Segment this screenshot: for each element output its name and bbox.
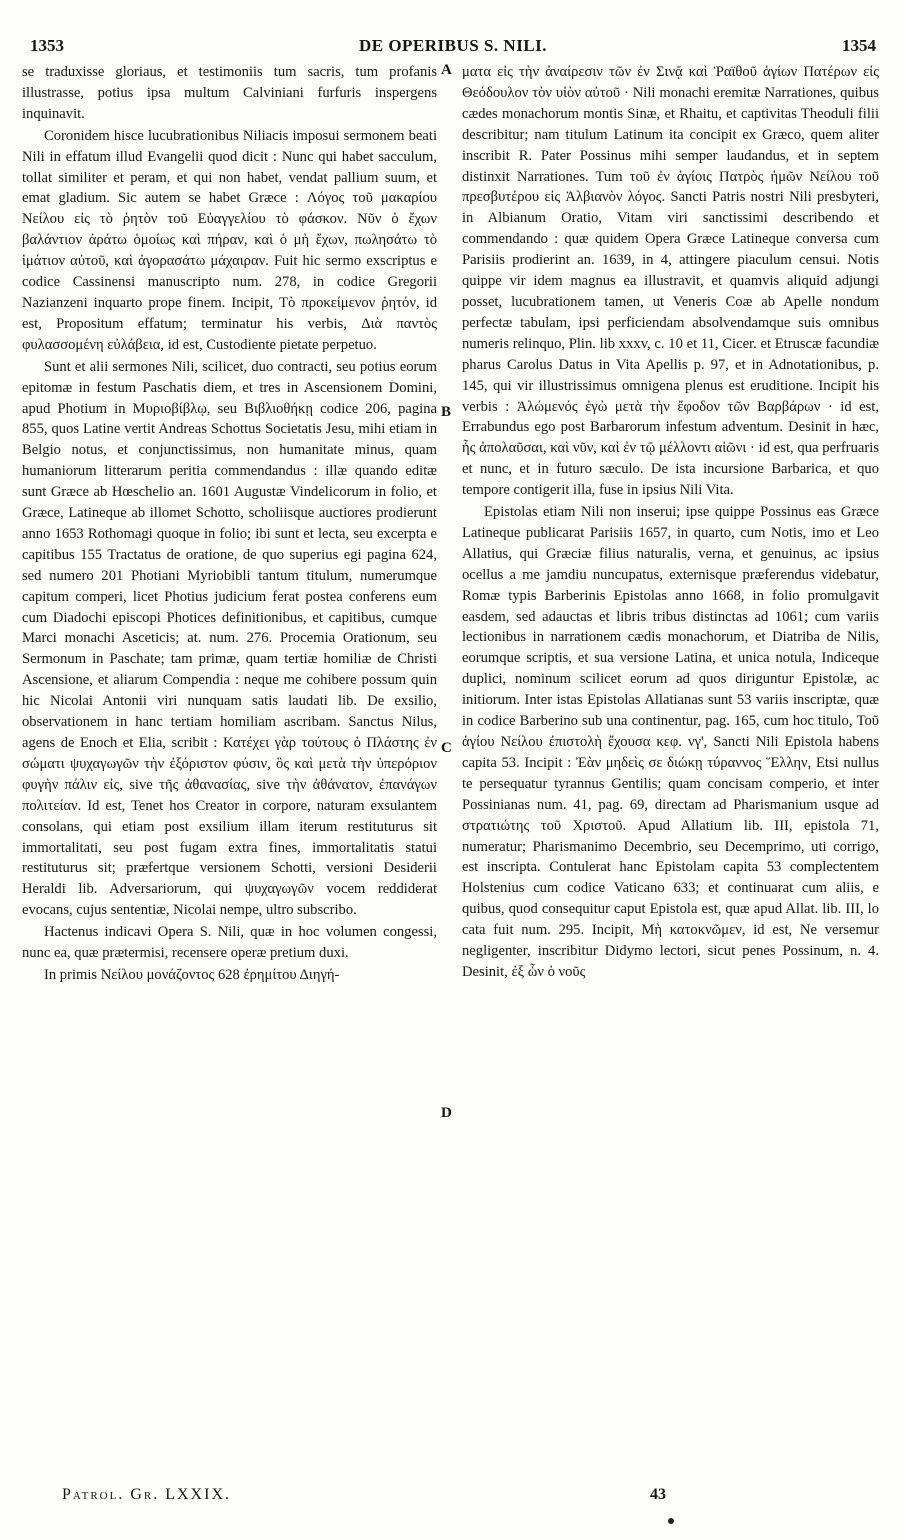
left-column	[22, 62, 437, 986]
paragraph: Coronidem hisce lucubrationibus Niliacis imposui sermonem beati Nili in effatum illud Evangelii quod dicit : Nunc qui habet sacculum, tollat similiter et peram, et qui non habet, vendat pallium suum, et emat gladium. Sic autem se habet Græce : Λόγος τοῦ μακαρίου Νείλου εἰς τὸ ῥητὸν τοῦ Εὐαγγελίου τὸ φάσκον. Νῦν ὁ ἔχων βαλάντιον ἀράτω ὁμοίως καὶ πήραν, καὶ ὁ μὴ ἔχων, πωλησάτω τὸ ἱμάτιον αὐτοῦ, καὶ ἀγορασάτω μάχαιραν. Fuit hic sermo exscriptus e codice Cassinensi manuscripto num. 278, in codice Gregorii Nazianzeni inquarto prope finem. Incipit, Τὸ προκείμενον ῥητόν, id est, Propositum effatum; terminatur his verbis, Διὰ παντὸς φυλασσομένη εὐλάβεια, id est, Custodiente pietate perpetuo.	[22, 127, 437, 353]
paragraph: In primis Νείλου μονάζοντος 628 ἐρημίτου Διηγή-	[44, 966, 340, 983]
margin-marker: D	[441, 1105, 452, 1121]
page-header	[30, 36, 876, 60]
running-title: DE OPERIBUS S. NILI.	[358, 36, 548, 55]
page-number-left: 1353	[30, 36, 64, 55]
footer-signature: 43	[650, 1486, 666, 1503]
margin-marker: C	[441, 740, 452, 756]
paragraph: Sunt et alii sermones Nili, scilicet, duo contracti, seu potius eorum epitomæ in festum Paschatis diem, et tres in Ascensionem Domini, apud Photium in Μυριοβίβλῳ, seu Βιβλιοθήκῃ codice 206, pagina 855, quos Latine vertit Andreas Schottus Societatis Jesu, mihi etiam in Belgio notus, et conjunctissimus, non humanitate minus, quam humaniorum litterarum peritia commendandus : illæ quando editæ sunt Græce ab Hœschelio an. 1601 Augustæ Vindelicorum in folio, et Græce, Latineque ab illomet Schotto, scholiisque auctiores prodierunt anno 1653 Rothomagi quoque in folio; ibi sunt et lecta, seu excerpta e capitibus 155 Tractatus de oratione, de quo superius egi pagina 624, sed numero 201 Photiani Myriobibli tantum titulum, numerumque capitum comperi, licet Photius judicium ferat postea conferens eum cum Diadochi episcopi Photices definitionibus, et capitibus, cumque Marci monachi Asceticis; at. num. 276. Procemia Orationum, seu Sermonum in Paschate; tam primæ, quam tertiæ homiliæ de Christi Ascensione, et aliarum Compendia : neque me cohibere possum quin hic Nicolai Antonii viri nunquam satis laudati lib. De exsilio, observationem in hanc tertiam homiliam ascribam. Sanctus Nilus, agens de Enoch et Elia, scribit : Κατέχει γὰρ τούτους ὁ Πλάστης ἐν σώματι ψυχαγωγῶν τὴν ἐξόριστον φύσιν, ὃς καὶ μετὰ τὴν ὑπερόριον φυγὴν πάλιν εἰς, sive τῆς ἀθανασίας, sive τὴν ἀθάνατον, ἐπανάγων πολιτείαν. Id est, Tenet hos Creator in corpore, naturam exsulantem consolans, qui etiam post exsilium illam iterum restituturus sit immortalitati, seu post fugam extra fines, immortalitatis statui restituturus sit; præfertque versionem Schotti, versioni Desiderii Heraldi lib. Adversariorum, qui ψυχαγωγῶν vocem reddiderat evocans, cujus sententiæ, Nicolai nempe, ultro subscribo.	[22, 358, 437, 919]
margin-marker: B	[441, 404, 452, 420]
margin-marker: A	[441, 62, 452, 78]
page-number-right: 1354	[842, 36, 876, 55]
paragraph: Epistolas etiam Nili non inserui; ipse quippe Possinus eas Græce Latineque publicarat Parisiis 1657, in quarto, cum Notis, imo et Leo Allatius, qui Græciæ filius naturalis, verna, et genuinus, ac ipsius ocellus a me jamdiu nuncupatus, externisque præferendus videbatur, Romæ typis Barberinis Epistolas anno 1668, in folio promulgavit easdem, sed adauctas et libris tribus distinctas ad 1061; cum variis lectionibus in narrationem cædis monachorum, et Diatriba de Nilis, eorumque scriptis, et sua versione Latina, et unica notula, Indiceque duplici, nominum scilicet eorum ad quos diriguntur Epistolæ, ac initiorum. Inter istas Epistolas Allatianas sunt 53 variis inscriptæ, quæ in codice Barberino sub una continentur, pag. 165, cum hoc titulo, Τοῦ ἁγίου Νείλου ἐπιστολὴ ἔχουσα κεφ. νγ', Sancti Nili Epistola habens capita 53. Incipit : Ἐὰν μηδεὶς σε διώκῃ τύραννος Ἕλλην, Etsi nullus te persequatur tyrannus Gentilis; quam concisam comperio, et inter Possinianas num. 41, pag. 69, directam ad Pharismanium usque ad στρατιώτης τοῦ Χριστοῦ. Apud Allatium lib. III, epistola 71, numeratur; Pharismanimo Decembrio, seu Decemprimo, uti corrigo, est inscripta. Contulerat hanc Epistolam capita 53 complectentem Holstenius cum codice Vaticano 633; et continuarat cum aliis, e quibus, quod consequitur caput Epistola est, quæ apud Allat. lib. III, lo cata fuit num. 295. Incipit, Μὴ κατοκνῶμεν, id est, Ne versemur negligenter, inscribitur Didymo lectori, sicut penes Possinum, n. 4. Desinit, ἐξ ὧν ὁ νοῦς	[462, 504, 879, 980]
right-column	[462, 62, 879, 983]
paragraph: ματα εἰς τὴν ἀναίρεσιν τῶν ἐν Σινᾷ καὶ Ῥαϊθοῦ ἁγίων Πατέρων εἰς Θεόδουλον τὸν υἱὸν αὐτοῦ · Nili monachi eremitæ Narrationes, quibus cædes monachorum montis Sinæ, et Rhaitu, et captivitas Theoduli filii describitur; nam titulum Latinum ita concipit ex Græco, quem aliter inscribit R. Pater Possinus mihi semper laudandus, et in septem distinxit Narrationes. Tum τοῦ ἐν ἁγίοις Πατρὸς ἡμῶν Νείλου τοῦ πρεσβυτέρου εἰς Ἀλβιανὸν λόγος. Sancti Patris nostri Nili presbyteri, in Albianum Oratio, Vitam viri sanctissimi describendo et commendando : quæ quidem Opera Græce Latineque conversa cum Parisiis prodierint an. 1639, in 4, attingere piaculum censui. Notis quippe vir idem magnus ea illustravit, et quamvis aliquid adjungi posset, lucubrationem tamen, ut Veneris Coæ ab Apelle nondum perfectæ tabulam, ipsi perficiendam absolvendamque suis omnibus numeris relinquo, Plin. lib xxxv, c. 10 et 11, Cicer. et Etruscæ facundiæ pharus Carolus Datus in Vita Apellis p. 97, et in Adnotationibus, p. 145, qui vir illustrissimus omnigena plenus est eruditione. Incipit his verbis : Ἀλώμενός ἐγὼ μετὰ τὴν ἔφοδον τῶν Βαρβάρων · id est, Errabundus ego post Barbarorum infestum adventum. Desinit in hæc, ἧς ἀπολαῦσαι, καὶ νῦν, καὶ ἐν τῷ μέλλοντι αἰῶνι · id est, qua perfruaris et nunc, et in futuro sæculo. De ista incursione Barbarica, et quo tempore contigerit illa, fuse in ipsius Nili Vita.	[462, 64, 879, 499]
paragraph: se traduxisse gloriaus, et testimoniis tum sacris, tum profanis illustrasse, potius ipsa multum Calviniani furfuris inspergens inquinavit.	[22, 64, 437, 122]
paragraph: Hactenus indicavi Opera S. Nili, quæ in hoc volumen congessi, nunc ea, quæ prætermisi, recensere operæ pretium duxi.	[22, 924, 437, 962]
ink-dot	[668, 1518, 674, 1524]
footer-collection: Patrol. Gr. LXXIX.	[62, 1486, 231, 1503]
